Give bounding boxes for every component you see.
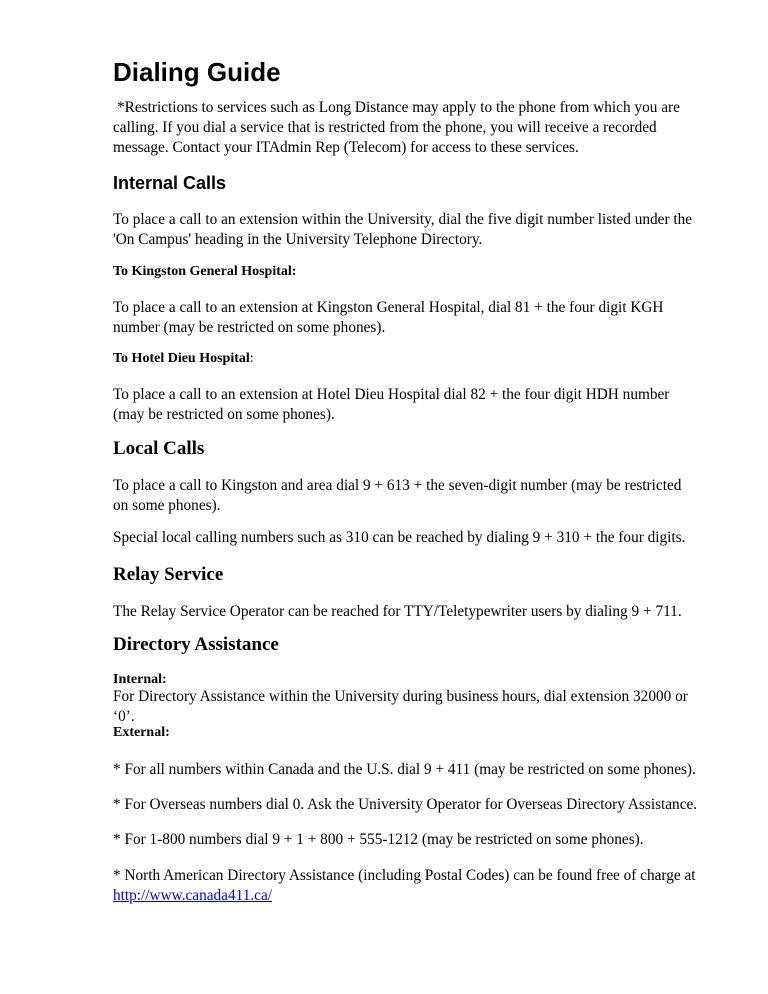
- canada411-link[interactable]: http://www.canada411.ca/: [113, 887, 273, 904]
- local-calls-heading: Local Calls: [113, 438, 205, 459]
- page-title: Dialing Guide: [113, 57, 281, 87]
- hdh-text: To place a call to an extension at Hotel Dieu Hospital dial 82 + the four digit HDH number (may be restricted on some phones).: [113, 386, 670, 423]
- directory-external-item-3: * For 1-800 numbers dial 9 + 1 + 800 + 555-1212 (may be restricted on some phones).: [113, 831, 644, 848]
- local-calls-text: To place a call to Kingston and area dial 9 + 613 + the seven-digit number (may be restricted on some phones).: [113, 477, 682, 514]
- directory-external-item-4-text: * North American Directory Assistance (including Postal Codes) can be found free of charge at: [113, 867, 696, 884]
- directory-assistance-heading: Directory Assistance: [113, 634, 279, 655]
- directory-internal-text: For Directory Assistance within the University during business hours, dial extension 32000 or ‘0’.: [113, 688, 688, 725]
- kgh-subheading: To Kingston General Hospital:: [113, 264, 297, 279]
- directory-external-item-4: [113, 866, 698, 906]
- directory-external-item-2: * For Overseas numbers dial 0. Ask the University Operator for Overseas Directory Assistance.: [113, 796, 698, 813]
- relay-service-text: The Relay Service Operator can be reached for TTY/Teletypewriter users by dialing 9 + 711.: [113, 603, 682, 620]
- relay-service-heading: Relay Service: [113, 564, 224, 585]
- directory-external-item-1: * For all numbers within Canada and the U.S. dial 9 + 411 (may be restricted on some phones).: [113, 761, 696, 778]
- hdh-subheading-label: To Hotel Dieu Hospital: [113, 351, 250, 366]
- hdh-subheading: [113, 350, 254, 368]
- local-special-text: Special local calling numbers such as 310 can be reached by dialing 9 + 310 + the four digits.: [113, 529, 686, 546]
- directory-external-label: External:: [113, 725, 170, 740]
- intro-paragraph: *Restrictions to services such as Long Distance may apply to the phone from which you are calling. If you dial a service that is restricted from the phone, you will receive a recorded message. Contact your ITAdmin Rep (Telecom) for access to these services.: [113, 99, 680, 156]
- kgh-text: To place a call to an extension at Kingston General Hospital, dial 81 + the four digit KGH number (may be restricted on some phones).: [113, 299, 664, 336]
- internal-calls-heading: Internal Calls: [113, 173, 227, 193]
- hdh-subheading-colon: :: [249, 351, 254, 366]
- internal-calls-text: To place a call to an extension within the University, dial the five digit number listed under the 'On Campus' heading in the University Telephone Directory.: [113, 211, 693, 248]
- directory-internal-label: Internal:: [113, 672, 167, 687]
